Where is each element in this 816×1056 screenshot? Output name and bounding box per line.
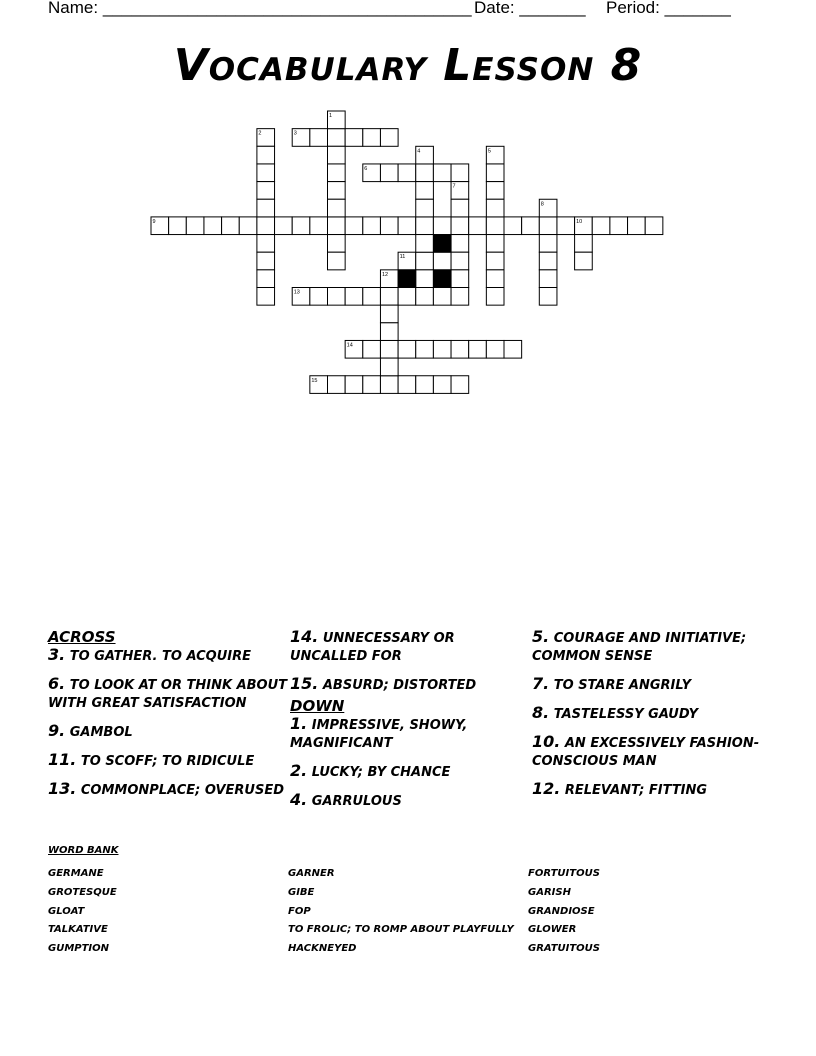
answer-cell[interactable]	[451, 199, 469, 217]
word-bank-item: GLOAT	[48, 905, 85, 917]
answer-cell[interactable]	[486, 340, 504, 358]
page-title: Vocabulary Lesson 8	[173, 40, 643, 91]
word-bank-item: FORTUITOUS	[528, 868, 600, 879]
answer-cell[interactable]	[257, 199, 275, 217]
word-bank-col-2	[288, 865, 528, 959]
answer-cell[interactable]	[257, 235, 275, 253]
answer-cell[interactable]	[416, 217, 434, 235]
answer-cell[interactable]	[328, 217, 346, 235]
answer-cell[interactable]	[328, 111, 346, 129]
answer-cell[interactable]	[257, 129, 275, 147]
answer-cell[interactable]	[257, 217, 275, 235]
period-blank: _______	[664, 0, 731, 17]
answer-cell[interactable]	[451, 270, 469, 288]
clue-number: 9	[152, 218, 156, 225]
clue-down-8: 8. TASTELESSY GAUDY	[532, 703, 699, 722]
period-field	[606, 0, 731, 18]
answer-cell[interactable]	[380, 129, 398, 147]
answer-cell[interactable]	[416, 270, 434, 288]
word-bank-item: GRATUITOUS	[528, 943, 600, 955]
answer-cell[interactable]	[557, 217, 575, 235]
word-bank-item: GRANDIOSE	[528, 905, 595, 917]
answer-cell[interactable]	[380, 305, 398, 323]
answer-cell[interactable]	[486, 288, 504, 306]
answer-cell[interactable]	[328, 164, 346, 182]
answer-cell[interactable]	[328, 288, 346, 306]
name-field	[48, 0, 472, 18]
clue-across-14: 14. UNNECESSARY OR UNCALLED FOR	[290, 627, 455, 664]
clue-down-4: 4. GARRULOUS	[290, 790, 402, 809]
answer-cell[interactable]	[310, 129, 328, 147]
word-bank-item: GROTESQUE	[48, 886, 117, 898]
answer-cell[interactable]	[292, 217, 310, 235]
answer-cell[interactable]	[345, 288, 363, 306]
word-bank-item: FOP	[288, 905, 311, 917]
answer-cell[interactable]	[345, 129, 363, 147]
clue-across-11: 11. TO SCOFF; TO RIDICULE	[48, 750, 255, 769]
answer-cell[interactable]	[486, 182, 504, 200]
answer-cell[interactable]	[380, 376, 398, 394]
word-bank-item: GARISH	[528, 886, 571, 898]
clue-number: 2	[258, 130, 262, 137]
clue-number: 11	[399, 254, 406, 261]
clues-col-2	[290, 628, 520, 820]
clue-number: 15	[311, 377, 318, 384]
clue-number: 10	[576, 218, 583, 225]
answer-cell[interactable]	[328, 146, 346, 164]
answer-cell[interactable]	[257, 146, 275, 164]
answer-cell[interactable]	[310, 217, 328, 235]
answer-cell[interactable]	[486, 146, 504, 164]
answer-cell[interactable]	[486, 164, 504, 182]
answer-cell[interactable]	[310, 376, 328, 394]
answer-cell[interactable]	[416, 252, 434, 270]
across-heading: ACROSS	[48, 628, 116, 646]
word-bank-item: GERMANE	[48, 868, 104, 879]
clue-across-6: 6. TO LOOK AT OR THINK ABOUT WITH GREAT SATISFACTION	[48, 674, 288, 711]
clue-down-1: 1. IMPRESSIVE, SHOWY, MAGNIFICANT	[290, 714, 468, 751]
answer-cell[interactable]	[169, 217, 187, 235]
answer-cell[interactable]	[451, 340, 469, 358]
answer-cell[interactable]	[380, 217, 398, 235]
name-label: Name:	[48, 0, 99, 17]
answer-cell[interactable]	[363, 340, 381, 358]
answer-cell[interactable]	[328, 199, 346, 217]
answer-cell[interactable]	[451, 217, 469, 235]
answer-cell[interactable]	[486, 235, 504, 253]
answer-cell[interactable]	[416, 340, 434, 358]
answer-cell[interactable]	[416, 376, 434, 394]
word-bank-item: HACKNEYED	[288, 943, 357, 955]
answer-cell[interactable]	[345, 340, 363, 358]
answer-cell[interactable]	[575, 217, 593, 235]
answer-cell[interactable]	[257, 182, 275, 200]
clue-across-3: 3. TO GATHER. TO ACQUIRE	[48, 645, 252, 664]
answer-cell[interactable]	[451, 164, 469, 182]
answer-cell[interactable]	[222, 217, 240, 235]
clue-number: 14	[346, 342, 353, 349]
answer-cell[interactable]	[363, 217, 381, 235]
answer-cell[interactable]	[469, 340, 487, 358]
answer-cell[interactable]	[257, 252, 275, 270]
answer-cell[interactable]	[416, 182, 434, 200]
answer-cell[interactable]	[628, 217, 646, 235]
answer-cell[interactable]	[451, 288, 469, 306]
clue-across-15: 15. ABSURD; DISTORTED	[290, 674, 477, 693]
word-bank-col-1	[48, 865, 288, 959]
answer-cell[interactable]	[328, 182, 346, 200]
answer-cell[interactable]	[292, 129, 310, 147]
answer-cell[interactable]	[592, 217, 610, 235]
answer-cell[interactable]	[539, 217, 557, 235]
answer-cell[interactable]	[416, 199, 434, 217]
answer-cell[interactable]	[257, 164, 275, 182]
period-label: Period:	[606, 0, 660, 17]
answer-cell[interactable]	[363, 376, 381, 394]
black-cell	[433, 235, 451, 253]
clue-number: 6	[364, 165, 368, 172]
answer-cell[interactable]	[451, 252, 469, 270]
answer-cell[interactable]	[328, 235, 346, 253]
answer-cell[interactable]	[186, 217, 204, 235]
answer-cell[interactable]	[328, 252, 346, 270]
answer-cell[interactable]	[539, 270, 557, 288]
word-bank-col-3	[528, 865, 768, 959]
date-label: Date:	[474, 0, 515, 17]
name-blank: _______________________________________	[102, 0, 472, 17]
word-bank-item: GUMPTION	[48, 943, 110, 955]
word-bank-heading: WORD BANK	[48, 845, 119, 856]
answer-cell[interactable]	[380, 270, 398, 288]
answer-cell[interactable]	[363, 164, 381, 182]
answer-cell[interactable]	[345, 376, 363, 394]
answer-cell[interactable]	[363, 288, 381, 306]
clue-number: 7	[452, 183, 456, 190]
answer-cell[interactable]	[275, 217, 293, 235]
word-bank-item: GIBE	[288, 886, 315, 898]
answer-cell[interactable]	[328, 376, 346, 394]
answer-cell[interactable]	[486, 252, 504, 270]
answer-cell[interactable]	[522, 217, 540, 235]
answer-cell[interactable]	[416, 235, 434, 253]
answer-cell[interactable]	[539, 288, 557, 306]
answer-cell[interactable]	[575, 235, 593, 253]
answer-cell[interactable]	[433, 288, 451, 306]
clue-number: 4	[417, 148, 421, 155]
answer-cell[interactable]	[380, 323, 398, 341]
answer-cell[interactable]	[398, 376, 416, 394]
answer-cell[interactable]	[433, 217, 451, 235]
answer-cell[interactable]	[380, 340, 398, 358]
down-heading: DOWN	[290, 697, 345, 715]
answer-cell[interactable]	[433, 340, 451, 358]
answer-cell[interactable]	[416, 146, 434, 164]
answer-cell[interactable]	[610, 217, 628, 235]
clue-down-12: 12. RELEVANT; FITTING	[532, 779, 708, 798]
answer-cell[interactable]	[486, 217, 504, 235]
clue-down-2: 2. LUCKY; BY CHANCE	[290, 761, 451, 780]
answer-cell[interactable]	[380, 288, 398, 306]
answer-cell[interactable]	[204, 217, 222, 235]
clue-across-9: 9. GAMBOL	[48, 721, 133, 740]
clues-col-1	[48, 628, 288, 809]
answer-cell[interactable]	[486, 270, 504, 288]
answer-cell[interactable]	[398, 164, 416, 182]
answer-cell[interactable]	[239, 217, 257, 235]
clue-down-10: 10. AN EXCESSIVELY FASHION-CONSCIOUS MAN	[532, 732, 760, 769]
answer-cell[interactable]	[504, 340, 522, 358]
date-field	[474, 0, 586, 18]
answer-cell[interactable]	[486, 199, 504, 217]
black-cell	[398, 270, 416, 288]
answer-cell[interactable]	[645, 217, 663, 235]
answer-cell[interactable]	[398, 252, 416, 270]
word-bank-item: GLOWER	[528, 924, 577, 936]
answer-cell[interactable]	[433, 252, 451, 270]
answer-cell[interactable]	[539, 235, 557, 253]
answer-cell[interactable]	[398, 340, 416, 358]
answer-cell[interactable]	[380, 358, 398, 376]
clue-down-7: 7. TO STARE ANGRILY	[532, 674, 692, 693]
clue-across-13: 13. COMMONPLACE; OVERUSED	[48, 779, 285, 798]
answer-cell[interactable]	[433, 164, 451, 182]
answer-cell[interactable]	[310, 288, 328, 306]
clues-col-3	[532, 628, 772, 809]
word-bank-item: TALKATIVE	[48, 924, 108, 936]
answer-cell[interactable]	[257, 288, 275, 306]
clue-number: 5	[487, 148, 491, 155]
answer-cell[interactable]	[539, 199, 557, 217]
answer-cell[interactable]	[292, 288, 310, 306]
answer-cell[interactable]	[345, 217, 363, 235]
word-bank-item: GARNER	[288, 868, 335, 879]
answer-cell[interactable]	[363, 129, 381, 147]
clue-number: 1	[329, 113, 333, 119]
answer-cell[interactable]	[328, 129, 346, 147]
answer-cell[interactable]	[433, 376, 451, 394]
clue-number: 3	[293, 130, 297, 137]
clue-number: 8	[540, 201, 544, 208]
answer-cell[interactable]	[575, 252, 593, 270]
answer-cell[interactable]	[451, 182, 469, 200]
answer-cell[interactable]	[398, 288, 416, 306]
clue-number: 12	[381, 271, 389, 278]
answer-cell[interactable]	[151, 217, 169, 235]
answer-cell[interactable]	[416, 164, 434, 182]
clue-number: 13	[293, 289, 300, 296]
answer-cell[interactable]	[539, 252, 557, 270]
answer-cell[interactable]	[257, 270, 275, 288]
answer-cell[interactable]	[504, 217, 522, 235]
date-blank: _______	[519, 0, 586, 17]
word-bank-item: TO FROLIC; TO ROMP ABOUT PLAYFULLY	[288, 924, 514, 936]
answer-cell[interactable]	[416, 288, 434, 306]
answer-cell[interactable]	[451, 376, 469, 394]
answer-cell[interactable]	[469, 217, 487, 235]
answer-cell[interactable]	[380, 164, 398, 182]
answer-cell[interactable]	[398, 217, 416, 235]
clue-down-5: 5. COURAGE AND INITIATIVE; COMMON SENSE	[532, 627, 747, 664]
answer-cell[interactable]	[451, 235, 469, 253]
black-cell	[433, 270, 451, 288]
